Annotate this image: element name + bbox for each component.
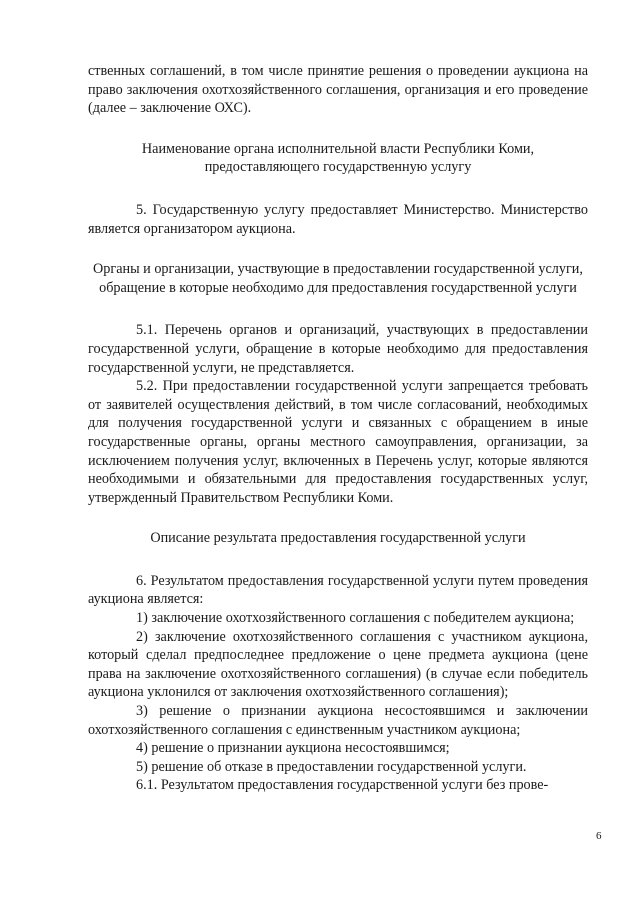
paragraph-5: 5. Государственную услугу предоставляет Министерство. Министерство является организатором аукциона. xyxy=(88,201,588,237)
paragraph-5-2: 5.2. При предоставлении государственной услуги запрещается требовать от заявителей осуществления действий, в том числе согласований, необходимых для получения государственной услуги и связанных с обращением в иные государственные органы, органы местного самоуправления, организации, за исключением получения услуг, включенных в Перечень услуг, которые являются необходимыми и обязательными для предоставления государственных услуг, утвержденный Правительством Республики Коми. xyxy=(88,378,588,506)
document-body xyxy=(88,62,588,795)
list-item-4: 4) решение о признании аукциона несостоявшимся; xyxy=(136,740,450,757)
paragraph-6-1: 6.1. Результатом предоставления государственной услуги без прове- xyxy=(136,777,549,794)
section-heading-participating-bodies: Органы и организации, участвующие в предоставлении государственной услуги, обращение в которые необходимо для предоставления государственной услуги xyxy=(93,261,583,296)
section-heading-result: Описание результата предоставления государственной услуги xyxy=(150,530,526,547)
paragraph-6: 6. Результатом предоставления государственной услуги путем проведения аукциона является: xyxy=(88,572,588,608)
paragraph-5-1: 5.1. Перечень органов и организаций, участвующих в предоставлении государственной услуги, обращение в которые необходимо для предоставления государственной услуги, не представляется. xyxy=(88,322,588,376)
list-item-5: 5) решение об отказе в предоставлении государственной услуги. xyxy=(136,758,527,775)
paragraph-continuation: ственных соглашений, в том числе принятие решения о проведении аукциона на право заключения охотхозяйственного соглашения, организация и его проведение (далее – заключение ОХС). xyxy=(88,63,588,117)
page-number: 6 xyxy=(596,830,602,842)
list-item-2: 2) заключение охотхозяйственного соглашения с участником аукциона, который сделал предпоследнее предложение о цене предмета аукциона (цене права на заключение охотхозяйственного соглашения) (в случае если победитель аукциона уклонился от заключения охотхозяйственного соглашения); xyxy=(88,628,588,701)
section-heading-executive-body: Наименование органа исполнительной власти Республики Коми, предоставляющего государственную услугу xyxy=(141,140,535,176)
list-item-3: 3) решение о признании аукциона несостоявшимся и заключении охотхозяйственного соглашения с единственным участником аукциона; xyxy=(88,703,588,738)
list-item-1: 1) заключение охотхозяйственного соглашения с победителем аукциона; xyxy=(136,610,575,627)
